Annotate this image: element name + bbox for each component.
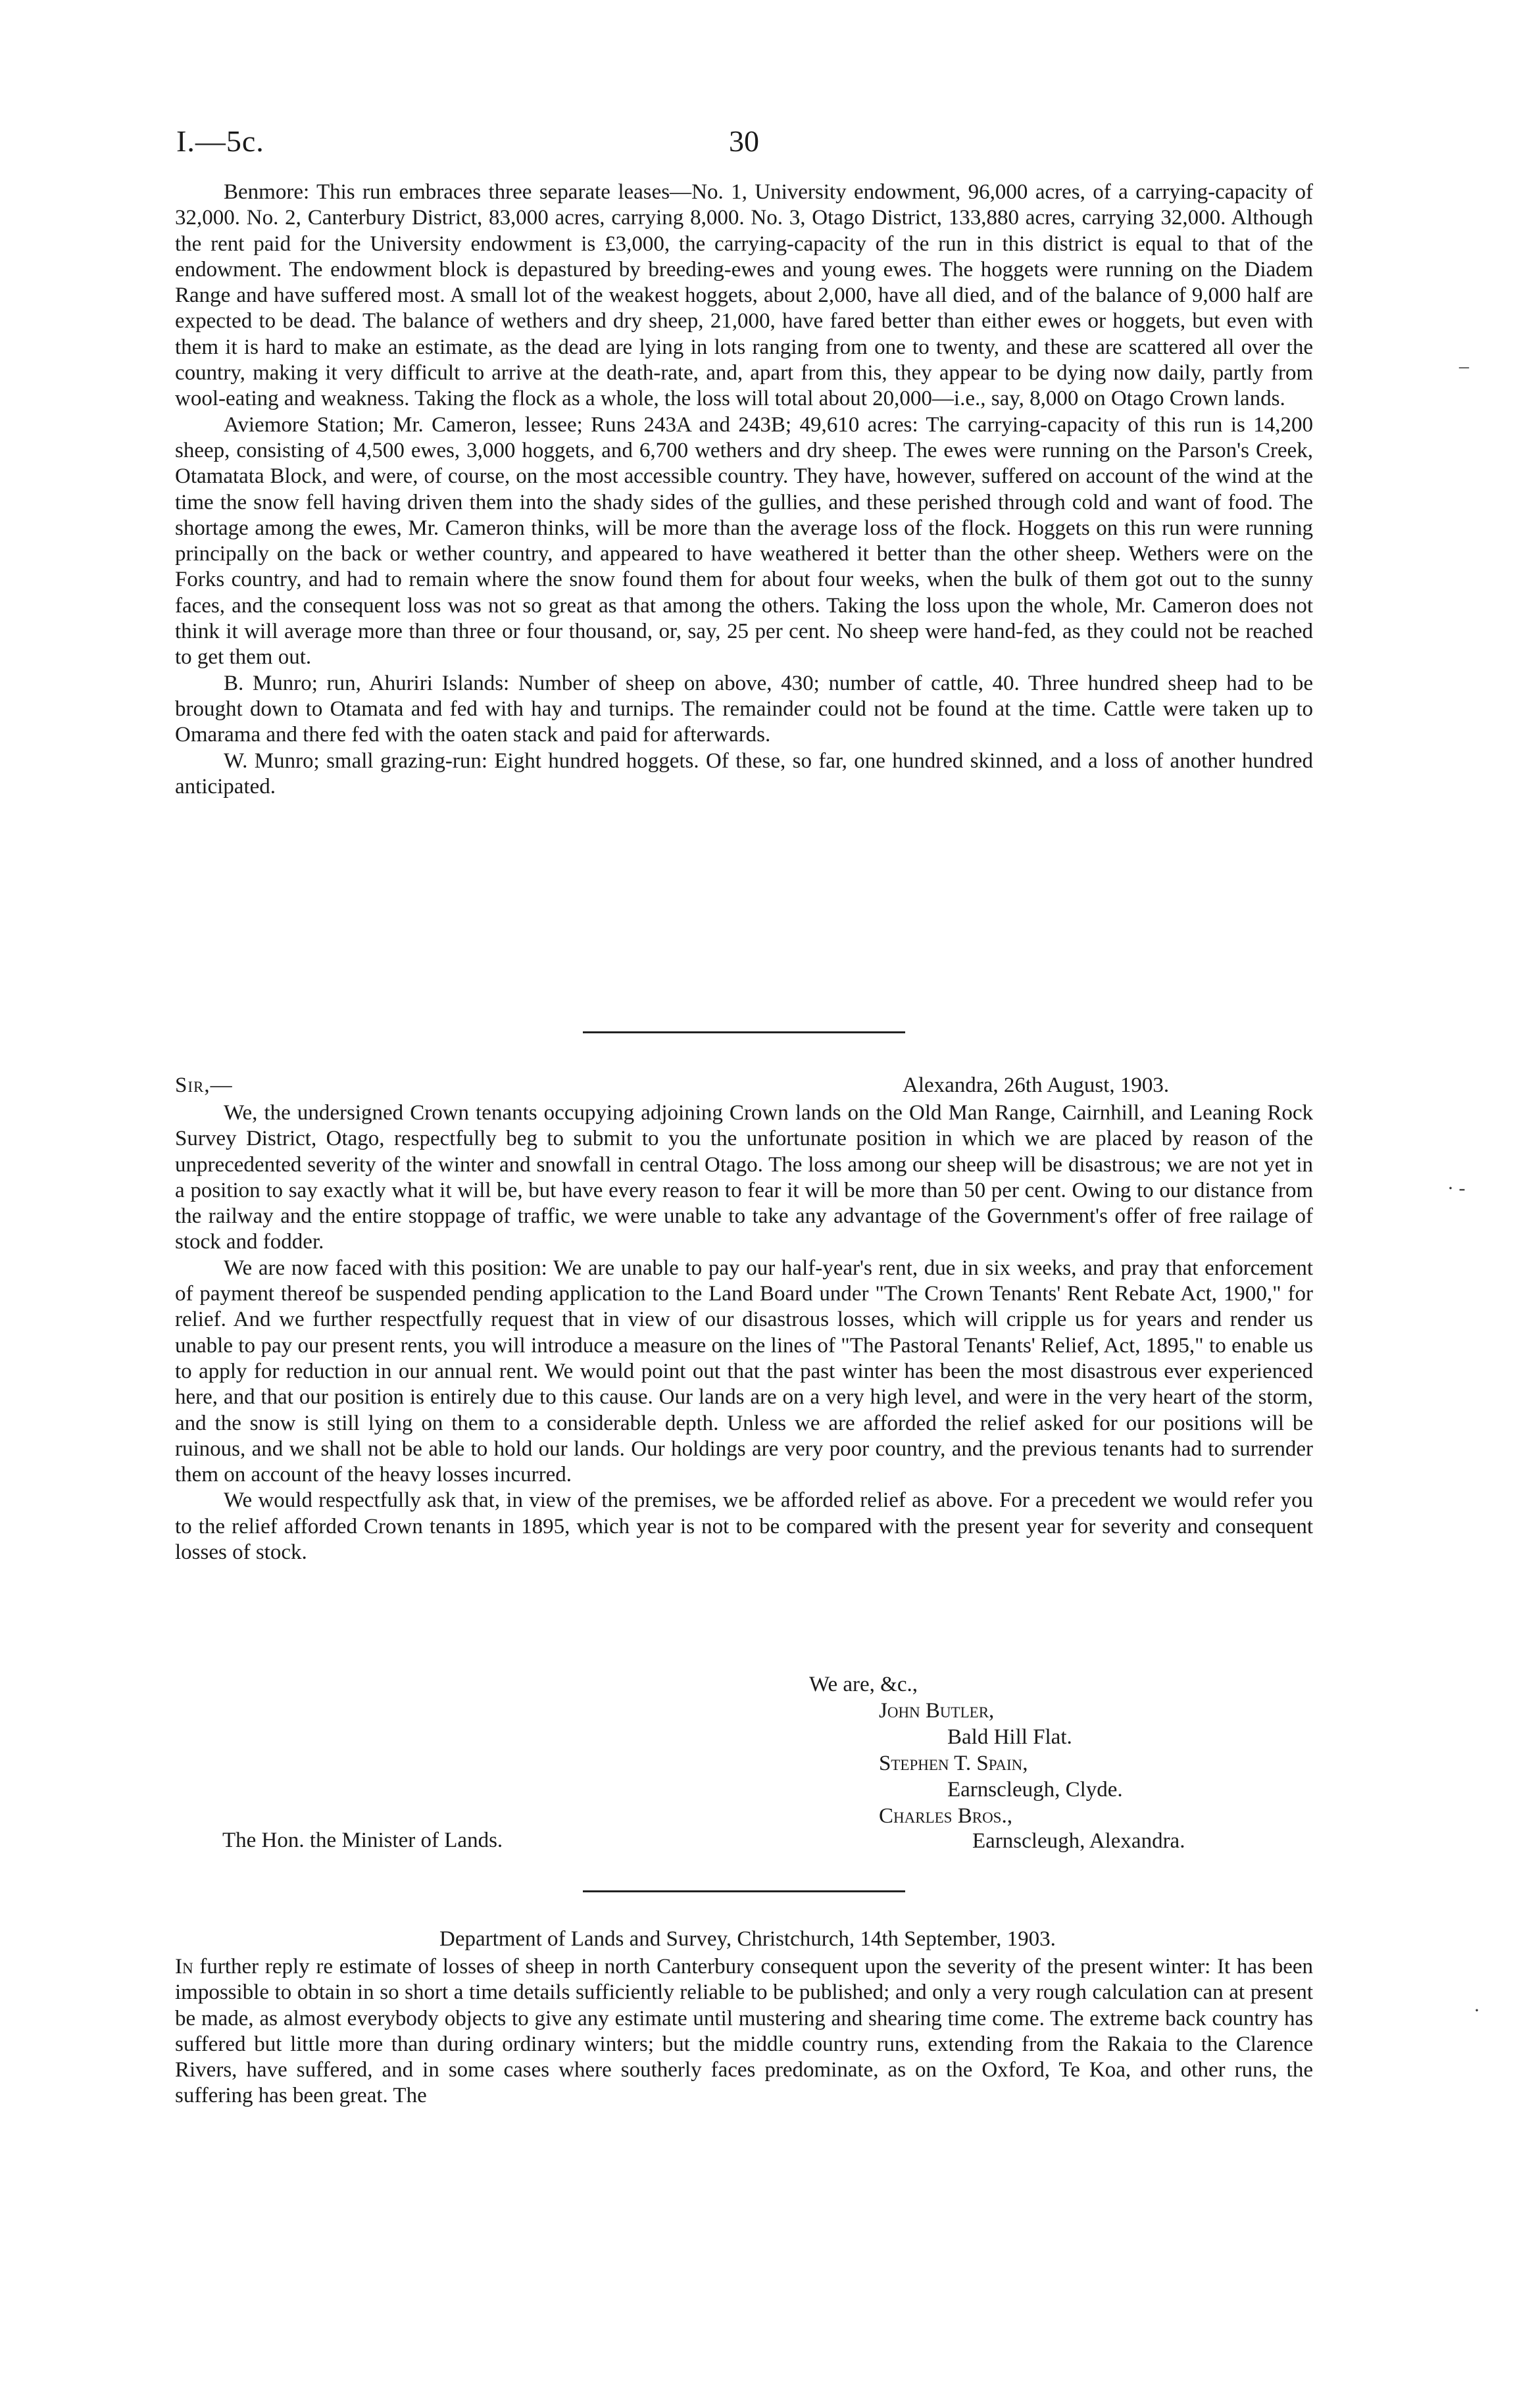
signatory-address: Earnscleugh, Clyde.	[947, 1778, 1123, 1802]
letter-paragraph: We, the undersigned Crown tenants occupying adjoining Crown lands on the Old Man Range, Cairnhill, and Leaning Rock Survey District, Otago, respectfully beg to submit to you the unfortunate position in which we are placed by reason of the unprecedented severity of the winter and snowfall in central Otago. The loss among our sheep will be disastrous; we are not yet in a position to say exactly what it will be, but have every reason to fear it will be more than 50 per cent. Owing to our distance from the railway and the entire stoppage of traffic, we were unable to take any advantage of the Government's offer of free railage of stock and fodder.	[175, 1101, 1313, 1254]
signatory-name: John Butler,	[879, 1699, 995, 1723]
margin-mark: · -	[1447, 1177, 1466, 1199]
lead-word: In	[175, 1955, 193, 1978]
report-paragraph-w-munro: W. Munro; small grazing-run: Eight hundred hoggets. Of these, so far, one hundred skinned, and a loss of another hundred anticipated.	[175, 749, 1313, 799]
department-heading: Department of Lands and Survey, Christchurch, 14th September, 1903.	[439, 1927, 1056, 1951]
letter-body	[175, 1100, 1313, 1565]
letter-closing: We are, &c.,	[809, 1673, 918, 1696]
signatory-name: Stephen T. Spain,	[879, 1752, 1028, 1775]
section-divider	[583, 1890, 905, 1892]
letter-paragraph: We would respectfully ask that, in view of the premises, we be afforded relief as above. For a precedent we would refer you to the relief afforded Crown tenants in 1895, which year is not to be compared with the present year for severity and consequent losses of stock.	[175, 1488, 1313, 1565]
letter-addressee: The Hon. the Minister of Lands.	[222, 1829, 503, 1852]
signatory-address: Bald Hill Flat.	[947, 1725, 1072, 1749]
letter-dateline: Alexandra, 26th August, 1903.	[903, 1073, 1170, 1097]
margin-mark: –	[1459, 355, 1469, 377]
margin-mark: ·	[1474, 2000, 1480, 2021]
report-paragraph-aviemore: Aviemore Station; Mr. Cameron, lessee; Runs 243A and 243B; 49,610 acres: The carrying-capacity of this run is 14,200 sheep, consisting of 4,500 ewes, 3,000 hoggets, and 6,700 wethers and dry sheep. The ewes were running on the Parson's Creek, Otamatata Block, and were, of course, on the most accessible country. They have, however, suffered on account of the wind at the time the snow fell having driven them into the shady sides of the gullies, and these perished through cold and want of food. The shortage among the ewes, Mr. Cameron thinks, will be more than the average loss of the flock. Hoggets on this run were running principally on the back or wether country, and appeared to have weathered it better than the other sheep. Wethers were on the Forks country, and had to remain where the snow found them for about four weeks, when the bulk of them got out to the sunny faces, and the consequent loss was not so great as that among the others. Taking the loss upon the whole, Mr. Cameron does not think it will average more than three or four thousand, or, say, 25 per cent. No sheep were hand-fed, as they could not be reached to get them out.	[175, 412, 1313, 670]
signatory-name: Charles Bros.,	[879, 1804, 1012, 1828]
letter-paragraph: We are now faced with this position: We are unable to pay our half-year's rent, due in six weeks, and pray that enforcement of payment thereof be suspended pending application to the Land Board under "The Crown Tenants' Rent Rebate Act, 1900," for relief. And we further respectfully request that in view of our disastrous losses, which will cripple us for years and render us unable to pay our present rents, you will introduce a measure on the lines of "The Pastoral Tenants' Relief, Act, 1895," to enable us to apply for reduction in our annual rent. We would point out that the past winter has been the most disastrous ever experienced here, and that our position is entirely due to this cause. Our lands are on a very high level, and were in the very heart of the storm, and the snow is still lying on them to a considerable depth. Unless we are afforded the relief asked for our positions will be ruinous, and we shall not be able to hold our lands. Our holdings are very poor country, and the previous tenants had to surrender them on account of the heavy losses incurred.	[175, 1256, 1313, 1487]
department-reply-paragraph	[175, 1954, 1313, 2109]
report-paragraph-benmore: Benmore: This run embraces three separate leases—No. 1, University endowment, 96,000 acres, of a carrying-capacity of 32,000. No. 2, Canterbury District, 83,000 acres, carrying 8,000. No. 3, Otago District, 133,880 acres, carrying 32,000. Although the rent paid for the University endowment is £3,000, the carrying-capacity of the run in this district is equal to that of the endowment. The endowment block is depastured by breeding-ewes and young ewes. The hoggets were running on the Diadem Range and have suffered most. A small lot of the weakest hoggets, about 2,000, have all died, and of the balance of 9,000 half are expected to be dead. The balance of wethers and dry sheep, 21,000, have fared better than either ewes or hoggets, but even with them it is hard to make an estimate, as the dead are lying in lots ranging from one to twenty, and these are scattered all over the country, making it very difficult to arrive at the death-rate, and, apart from this, they appear to be dying now daily, partly from wool-eating and weakness. Taking the flock as a whole, the loss will total about 20,000—i.e., say, 8,000 on Otago Crown lands.	[175, 180, 1313, 411]
page-number: 30	[729, 124, 759, 158]
stock-loss-report	[175, 180, 1313, 800]
report-paragraph-b-munro: B. Munro; run, Ahuriri Islands: Number of sheep on above, 430; number of cattle, 40. Three hundred sheep had to be brought down to Otamata and fed with hay and turnips. The remainder could not be found at the time. Cattle were taken up to Omarama and there fed with the oaten stack and paid for afterwards.	[175, 671, 1313, 747]
document-reference: I.—5c.	[176, 124, 264, 158]
signatory-address: Earnscleugh, Alexandra.	[972, 1829, 1185, 1853]
department-reply-body	[175, 1954, 1313, 2109]
section-divider	[583, 1031, 905, 1033]
department-reply-text: further reply re estimate of losses of sheep in north Canterbury consequent upon the severity of the present winter: It has been impossible to obtain in so short a time details sufficiently reliable to be published; and only a very rough calculation can at present be made, as almost everybody objects to give any estimate until mustering and shearing time come. The extreme back country has suffered but little more than during ordinary winters; but the middle country runs, extending from the Rakaia to the Clarence Rivers, have suffered, and in some cases where southerly faces predominate, as on the Oxford, Te Koa, and other runs, the suffering has been great. The	[175, 1955, 1313, 2108]
letter-salutation: Sir,—	[175, 1073, 233, 1097]
